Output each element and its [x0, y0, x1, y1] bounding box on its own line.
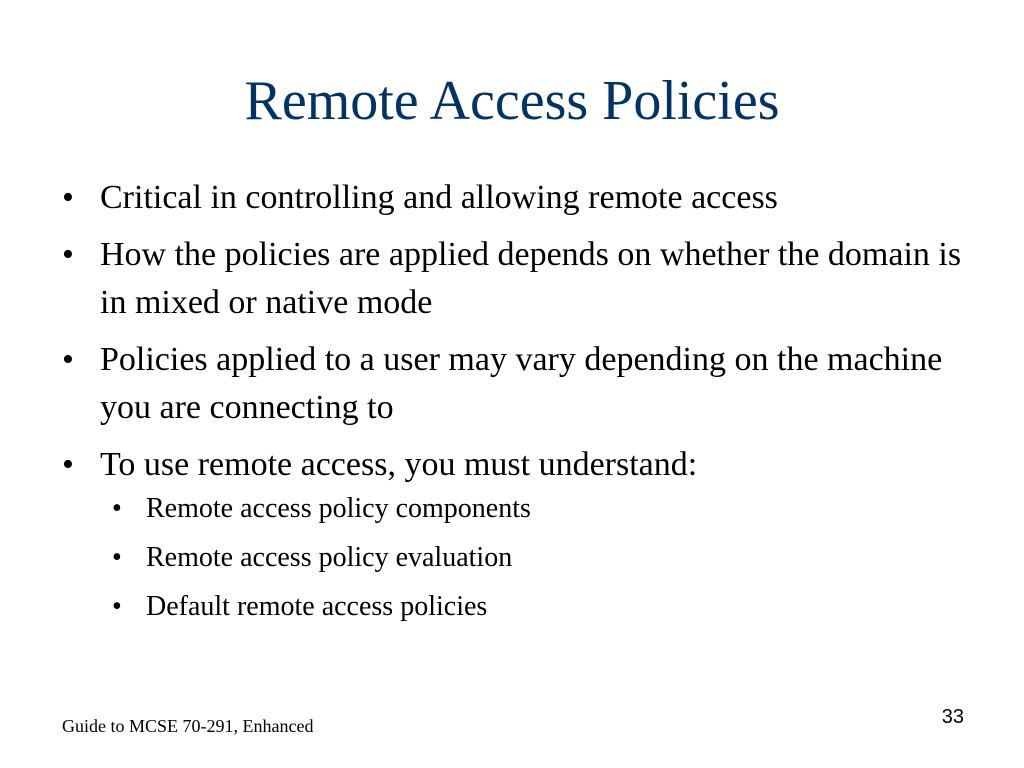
- bullet-list: [62, 174, 982, 636]
- bullet-text: Critical in controlling and allowing remote access: [100, 179, 778, 216]
- bullet-text: Policies applied to a user may vary depending on the machine you are connecting to: [100, 341, 943, 426]
- sub-bullet-item: [62, 538, 982, 578]
- bullet-item: [62, 441, 982, 489]
- sub-bullet-dot: •: [112, 493, 122, 524]
- sub-bullet-text: Remote access policy evaluation: [146, 542, 513, 573]
- slide-footer: Guide to MCSE 70-291, Enhanced: [62, 716, 314, 736]
- sub-bullet-dot: •: [112, 542, 122, 573]
- page-number: 33: [941, 706, 964, 728]
- bullet-item: [62, 174, 982, 222]
- bullet-text: How the policies are applied depends on whether the domain is in mixed or native mode: [100, 236, 962, 321]
- sub-bullet-group: [62, 489, 982, 627]
- sub-bullet-list: [62, 489, 982, 627]
- sub-bullet-text: Remote access policy components: [146, 493, 531, 524]
- bullet-item: [62, 336, 982, 432]
- bullet-text: To use remote access, you must understand:: [100, 446, 698, 483]
- bullet-dot: •: [62, 179, 74, 216]
- sub-bullet-text: Default remote access policies: [146, 591, 488, 622]
- bullet-dot: •: [62, 446, 74, 483]
- bullet-dot: •: [62, 236, 74, 273]
- sub-bullet-dot: •: [112, 591, 122, 622]
- bullet-item: [62, 231, 982, 327]
- sub-bullet-item: [62, 489, 982, 529]
- slide-title: Remote Access Policies: [244, 70, 780, 132]
- bullet-dot: •: [62, 341, 74, 378]
- sub-bullet-item: [62, 587, 982, 627]
